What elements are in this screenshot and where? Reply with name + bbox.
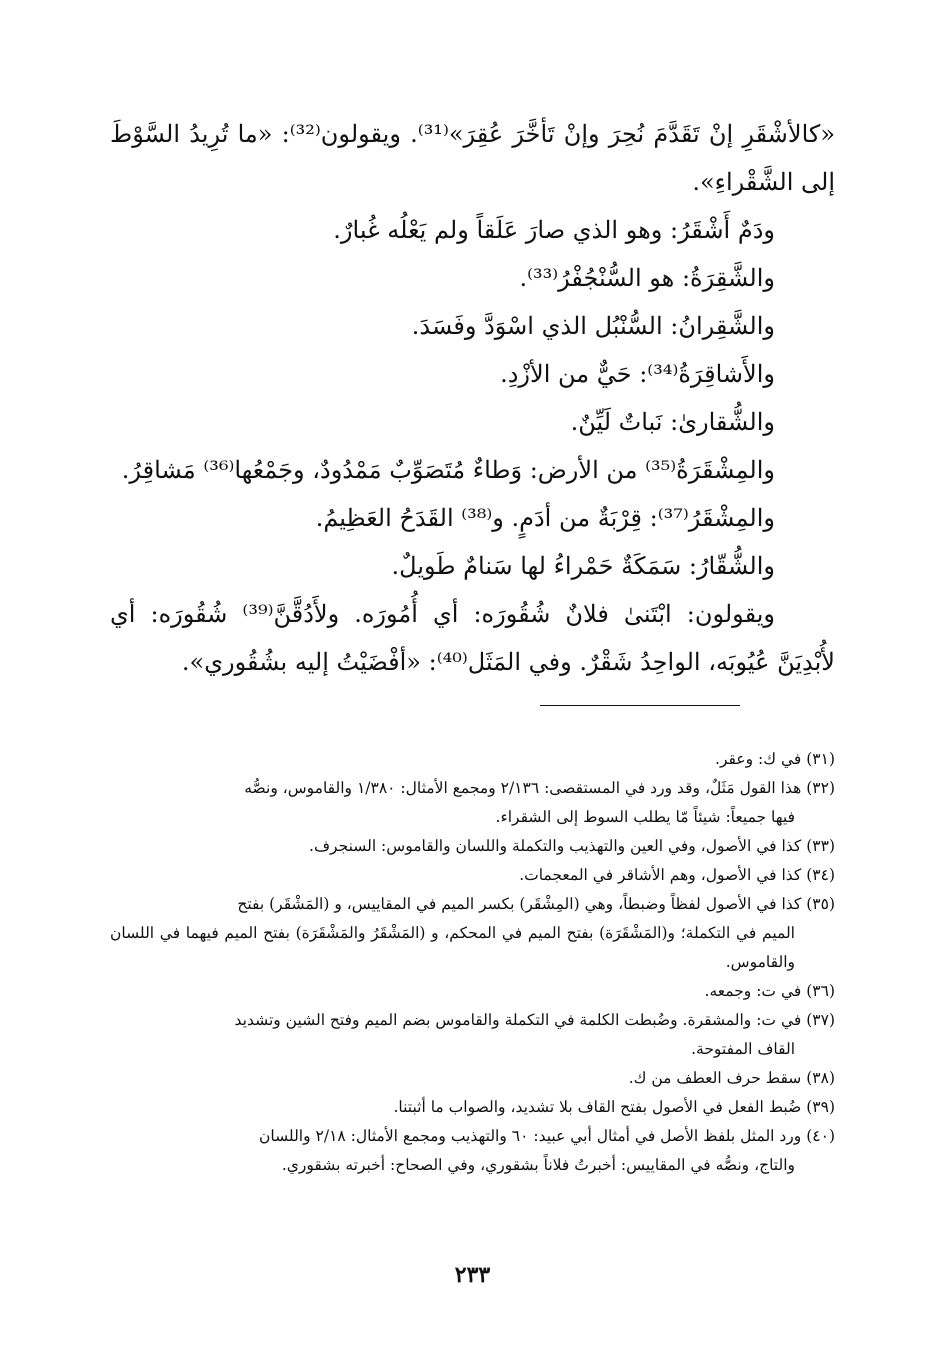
footnote-number: (٣٥) — [806, 895, 835, 913]
entry-line: والشُّقارىٰ: نَباتٌ لَيِّنٌ. — [570, 408, 775, 436]
footnote-separator — [540, 705, 740, 706]
footnote-text: في ك: وعقر. — [715, 750, 802, 768]
footnote-number: (٣٦) — [806, 982, 835, 1000]
footnote-text: ضُبط الفعل في الأصول بفتح القاف بلا تشديد، والصواب ما أثبتنا. — [393, 1098, 802, 1116]
footnote — [110, 745, 835, 774]
footnote — [110, 890, 835, 977]
footnote — [110, 1122, 835, 1180]
opening-paragraph: «كالأشْقَرِ إنْ تَقَدَّمَ نُحِرَ وإنْ تَأخَّرَ عُقِرَ»⁽³¹⁾. ويقولون⁽³²⁾: «ما تُرِيدُ السَّوْطَ إلى الشَّقْراءِ». — [110, 120, 836, 196]
footnote — [110, 977, 835, 1006]
entry-line: ودَمٌ أَشْقَرُ: وهو الذي صارَ عَلَقاً ولم يَعْلُه غُبارٌ. — [333, 216, 775, 244]
footnote-text: كذا في الأصول لفظاً وضبطاً، وهي (المِشْقَر) بكسر الميم في المقاييس، و (المَشْقَر) بفتح — [237, 895, 802, 913]
footnote-number: (٣١) — [806, 750, 835, 768]
footnote-text: كذا في الأصول، وفي العين والتهذيب والتكملة واللسان والقاموس: السنجرف. — [309, 837, 802, 855]
entry-line: ويقولون: ابْتَنىٰ فلانٌ شُقُورَه: أي أُمُورَه. ولأَدُقَّنَّ⁽³⁹⁾ شُقُورَه: أي لأُبْدِيَنَّ عُيُوبَه، الواحِدُ شَقْرٌ. وفي المَثَل⁽⁴⁰⁾: «أفْضَيْتُ إليه بشُقُوري». — [110, 600, 835, 676]
footnote-continuation: القاف المفتوحة. — [691, 1040, 795, 1058]
footnote — [110, 1064, 835, 1093]
footnote-continuation: الميم في التكملة؛ و(المَشْقَرَة) بفتح الميم في المحكم، و (المَشْقَرُ والمَشْقَرَة) بفتح الميم فيهما في اللسان والقاموس. — [110, 924, 795, 971]
footnote-text: ورد المثل بلفظ الأصل في أمثال أبي عبيد: ٦٠ والتهذيب ومجمع الأمثال: ٢/١٨ واللسان — [259, 1127, 802, 1145]
footnote-text: في ت: والمشقرة. وضُبطت الكلمة في التكملة والقاموس بضم الميم وفتح الشين وتشديد — [234, 1011, 802, 1029]
entry-line: والأَشاقِرَةُ⁽³⁴⁾: حَيٌّ من الأزْدِ. — [500, 360, 775, 388]
entry-line: والمِشْقَرُ⁽³⁷⁾: قِرْبَةٌ من أدَمٍ. و⁽³⁸⁾ القَدَحُ العَظِيمُ. — [315, 504, 775, 532]
footnote-text: كذا في الأصول، وهم الأشاقر في المعجمات. — [519, 866, 802, 884]
entry-line: والمِشْقَرَةُ⁽³⁵⁾ من الأرض: وَطاءٌ مُتَصَوِّبٌ مَمْدُودٌ، وجَمْعُها⁽³⁶⁾ مَشاقِرُ. — [121, 456, 775, 484]
entry-list — [110, 206, 835, 686]
footnote — [110, 774, 835, 832]
footnotes — [110, 745, 835, 1180]
footnote-number: (٣٧) — [806, 1011, 835, 1029]
footnote — [110, 832, 835, 861]
main-text — [110, 110, 835, 686]
footnote — [110, 861, 835, 890]
entry-line: والشُّقّارُ: سَمَكَةٌ حَمْراءُ لها سَنامٌ طَويلٌ. — [391, 552, 775, 580]
footnote-number: (٣٢) — [806, 779, 835, 797]
footnote — [110, 1006, 835, 1064]
footnote — [110, 1093, 835, 1122]
footnote-continuation: فيها جميعاً: شيئاً مّا يطلب السوط إلى الشقراء. — [495, 808, 795, 826]
footnote-text: سقط حرف العطف من ك. — [628, 1069, 802, 1087]
footnote-number: (٣٩) — [806, 1098, 835, 1116]
footnote-text: هذا القول مَثَلٌ، وقد ورد في المستقصى: ٢/١٣٦ ومجمع الأمثال: ١/٣٨٠ والقاموس، ونصُّه — [244, 779, 802, 797]
entry-line: والشَّقِرَةُ: هو السُّنْجُفْرُ⁽³³⁾. — [519, 264, 775, 292]
page-number: ٢٣٣ — [454, 1262, 491, 1288]
footnote-number: (٣٣) — [806, 837, 835, 855]
footnote-number: (٣٤) — [806, 866, 835, 884]
entry-line: والشَّقِرانُ: السُّنْبُل الذي اسْوَدَّ وفَسَدَ. — [411, 312, 775, 340]
footnote-text: في ت: وجمعه. — [704, 982, 802, 1000]
footnote-continuation: والتاج، ونصُّه في المقاييس: أخبرتُ فلاناً بشقوري، وفي الصحاح: أخبرته بشقوري. — [281, 1156, 795, 1174]
footnote-number: (٣٨) — [806, 1069, 835, 1087]
footnote-number: (٤٠) — [806, 1127, 835, 1145]
